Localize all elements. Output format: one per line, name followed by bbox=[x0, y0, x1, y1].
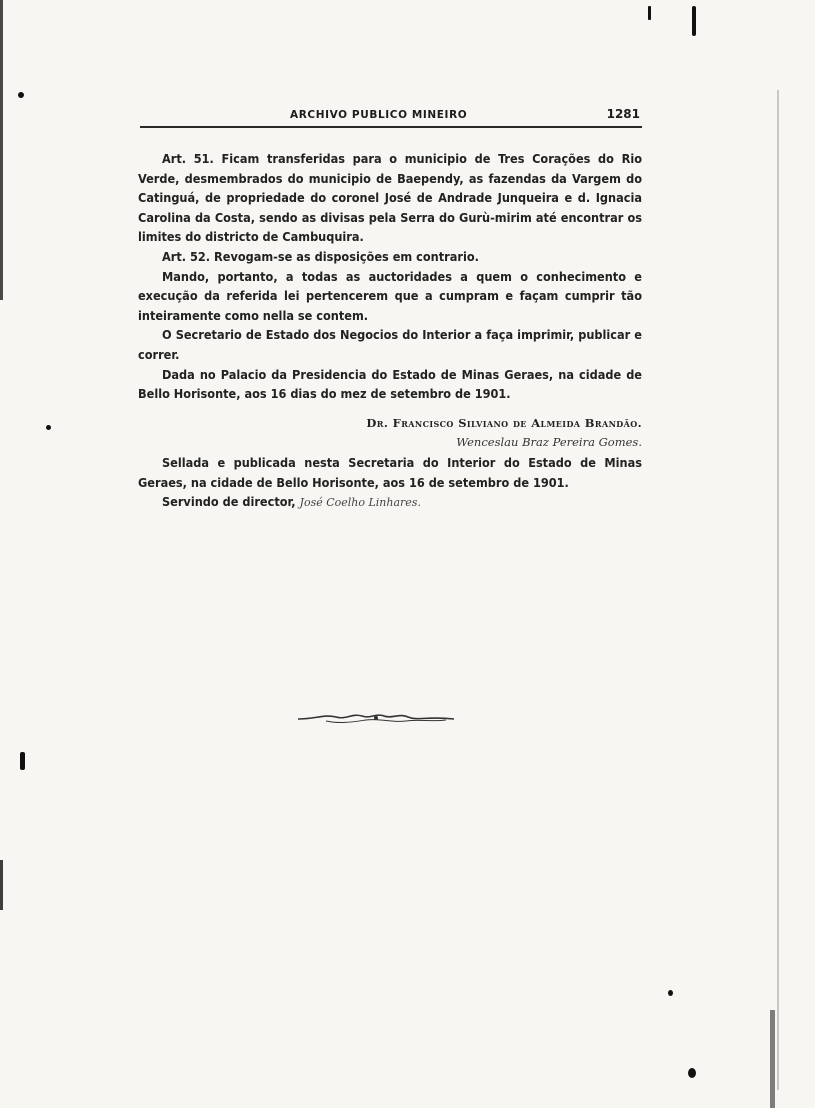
scan-speck bbox=[692, 6, 696, 36]
paragraph-servindo bbox=[138, 492, 642, 513]
signature-block bbox=[138, 414, 642, 453]
paragraph-art51: Art. 51. Ficam transferidas para o municipio de Tres Corações do Rio Verde, desmembrados do municipio de Baependy, as fazendas da Vargem do Catinguá, de propriedade do coronel José de Andrade Junqueira e d. Ignacia Carolina da Costa, sendo as divisas pela Serra do Gurù-mirim até encontrar os limites do districto de Cambuquira. bbox=[138, 151, 642, 245]
scan-edge-right-lower bbox=[770, 1010, 775, 1108]
scan-edge-left-lower bbox=[0, 860, 3, 910]
director-name: José Coelho Linhares. bbox=[299, 496, 421, 510]
scan-speck bbox=[688, 1068, 696, 1078]
paragraph-dada: Dada no Palacio da Presidencia do Estado de Minas Geraes, na cidade de Bello Horisonte, aos 16 dias do mez de setembro de 1901. bbox=[138, 366, 642, 402]
scan-speck bbox=[18, 92, 24, 98]
header-rule bbox=[140, 126, 642, 128]
paragraph-mando: Mando, portanto, a todas as auctoridades a quem o conhecimento e execução da referida lei pertencerem que a cumpram e façam cumprir tão inteiramente como nella se contem. bbox=[138, 268, 642, 323]
journal-title: ARCHIVO PUBLICO MINEIRO bbox=[290, 109, 468, 121]
paragraph-art52: Art. 52. Revogam-se as disposições em contrario. bbox=[162, 248, 479, 264]
servindo-prefix: Servindo de director, bbox=[162, 494, 296, 510]
paragraph-sellada: Sellada e publicada nesta Secretaria do Interior do Estado de Minas Geraes, na cidade de Bello Horisonte, aos 16 de setembro de 1901. bbox=[138, 454, 642, 490]
scan-edge-left bbox=[0, 0, 3, 300]
scan-speck bbox=[20, 752, 25, 770]
scan-speck bbox=[648, 6, 651, 20]
scan-speck bbox=[668, 990, 673, 996]
page-number: 1281 bbox=[606, 107, 640, 121]
running-header bbox=[140, 108, 640, 126]
body-text bbox=[138, 149, 642, 513]
ornament-divider-icon bbox=[296, 710, 456, 728]
signature-president: Dr. Francisco Silviano de Almeida Brandão. bbox=[366, 415, 642, 430]
signature-secretary: Wenceslau Braz Pereira Gomes. bbox=[456, 435, 642, 450]
paragraph-secretario: O Secretario de Estado dos Negocios do Interior a faça imprimir, publicar e correr. bbox=[138, 327, 642, 362]
scan-edge-right bbox=[777, 90, 779, 1090]
scan-speck bbox=[46, 425, 51, 430]
